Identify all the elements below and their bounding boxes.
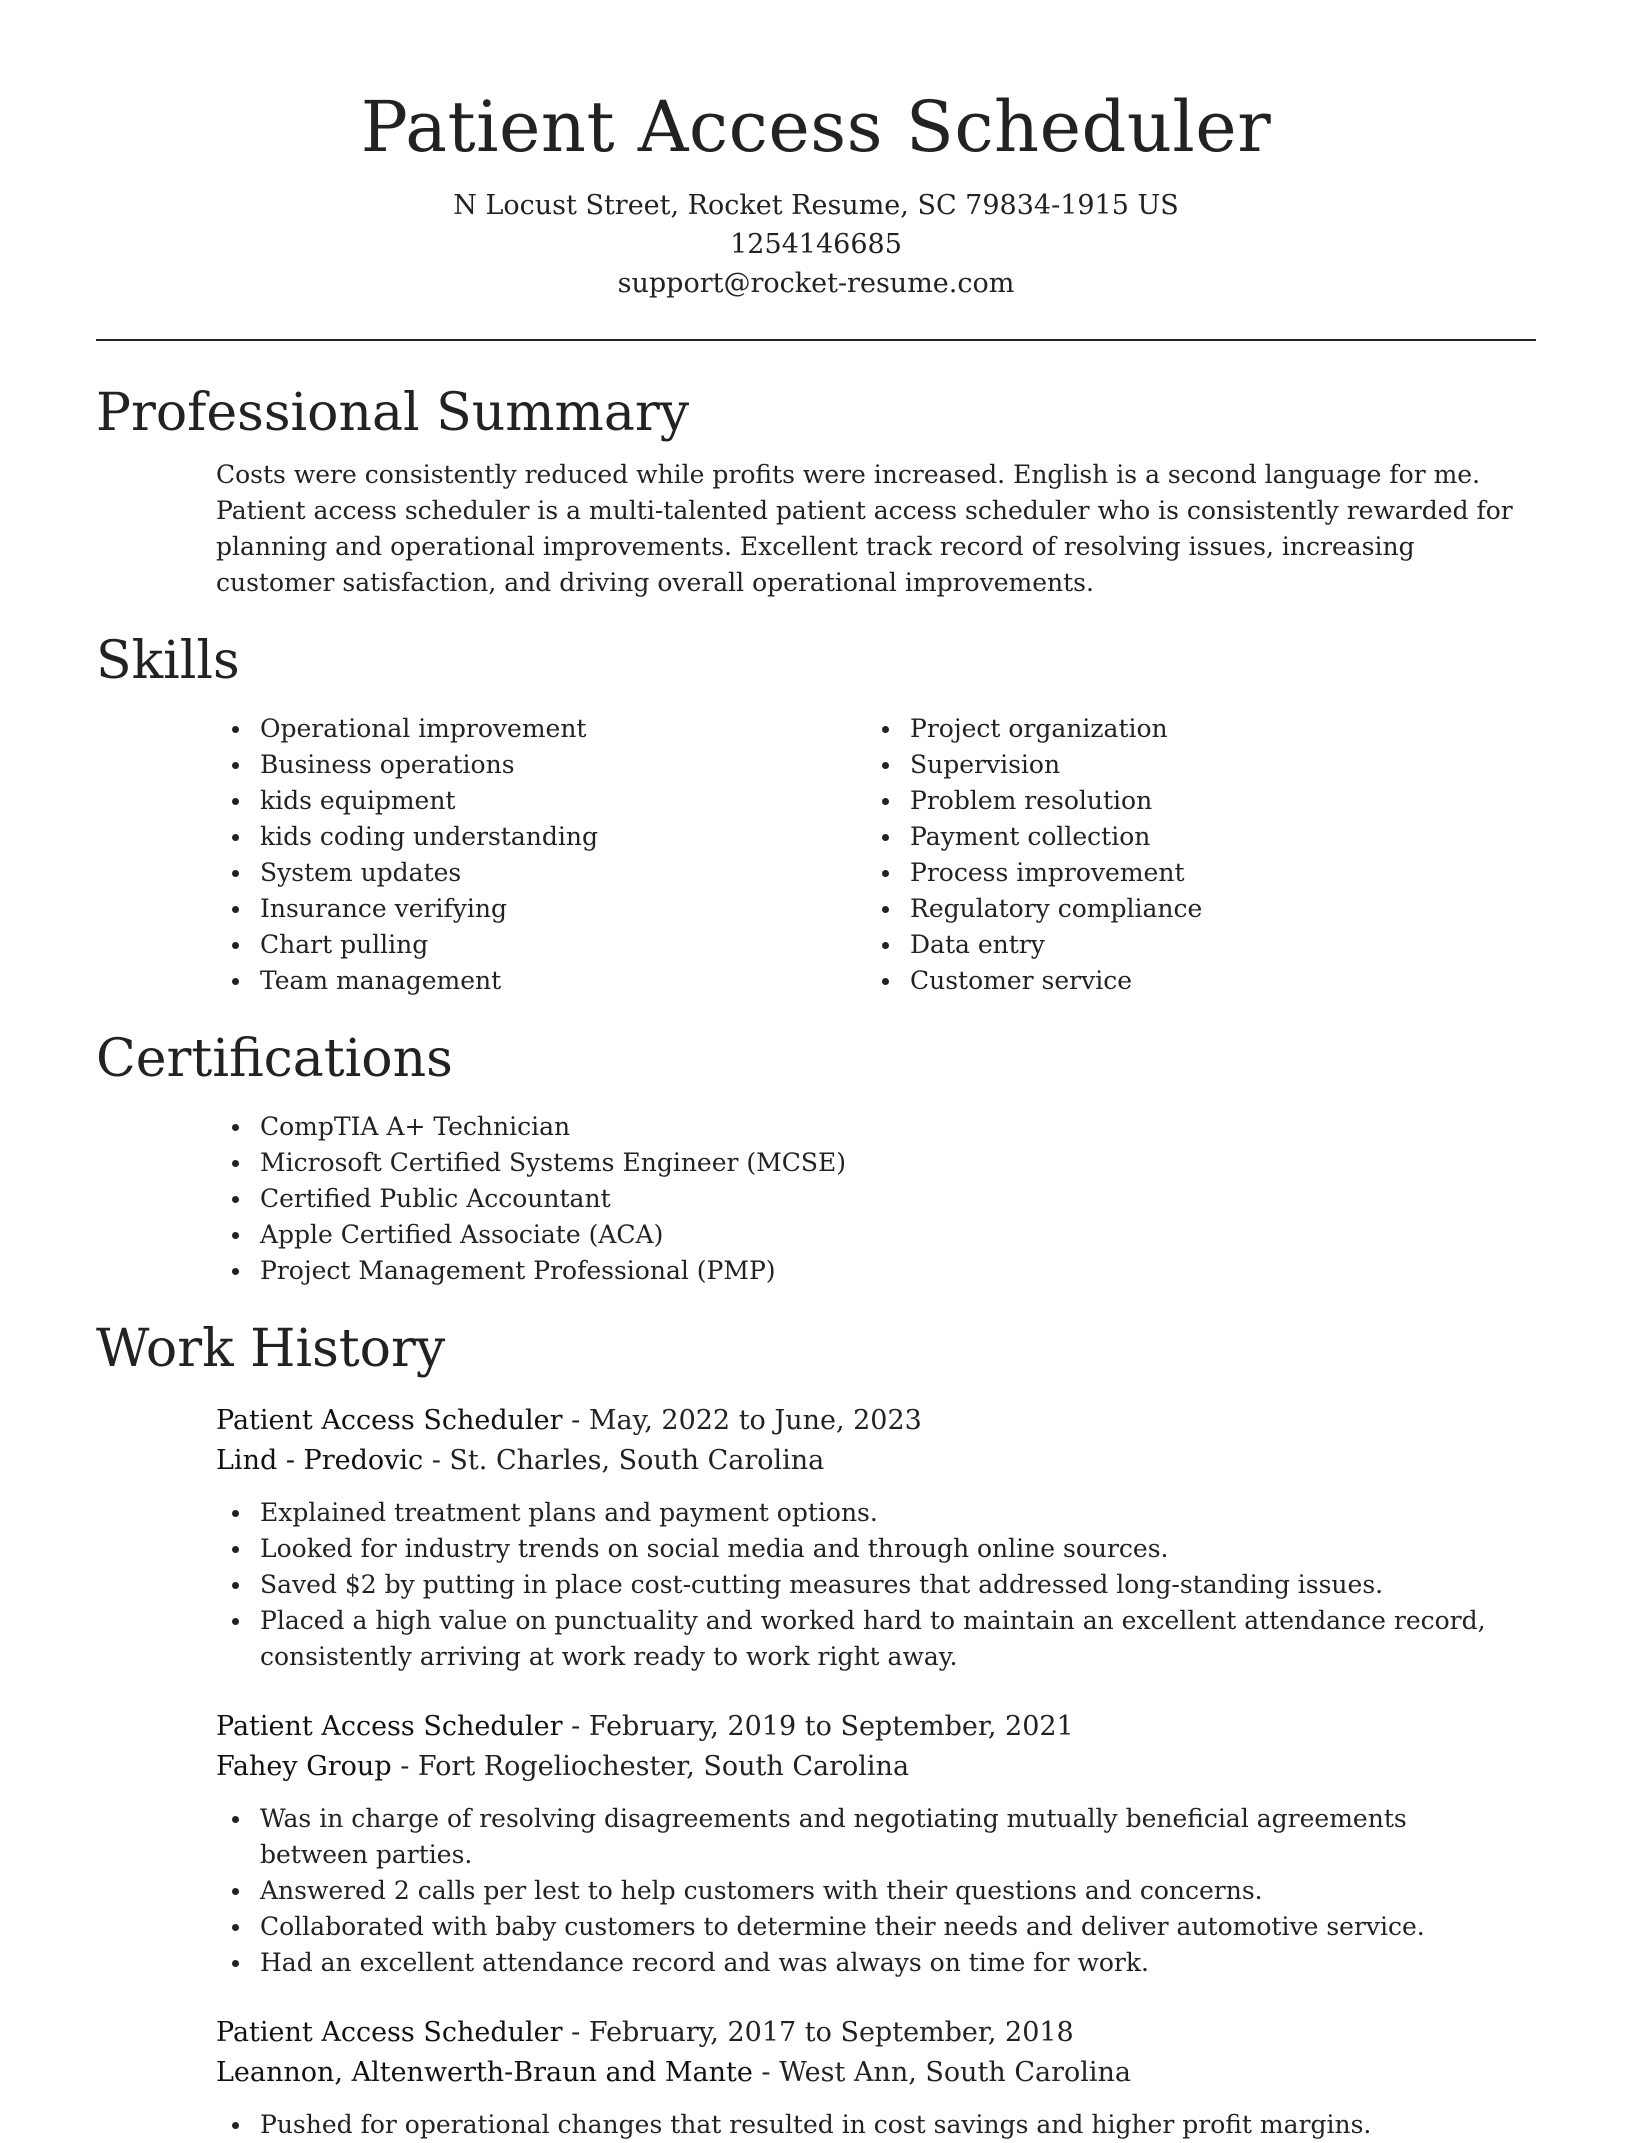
candidate-name: Patient Access Scheduler — [360, 86, 1272, 168]
job-bullet: Explained treatment plans and payment options. — [216, 1495, 1516, 1531]
skill-item: Business operations — [216, 747, 866, 783]
contact-info — [96, 186, 1536, 303]
job-company: Fahey Group — [216, 1751, 392, 1782]
job-bullets — [216, 1495, 1516, 1675]
skills-columns — [216, 711, 1536, 999]
job-dates: - May, 2022 to June, 2023 — [562, 1405, 922, 1436]
skill-item: Problem resolution — [866, 783, 1516, 819]
job-bullet: Was in charge of resolving disagreements and negotiating mutually beneficial agreements between parties. — [216, 1801, 1516, 1873]
work-history-title: Work History — [96, 1319, 446, 1379]
job-title-line — [216, 1707, 1536, 1747]
skill-item: kids equipment — [216, 783, 866, 819]
job-entry — [216, 2013, 1536, 2143]
skills-title: Skills — [96, 631, 240, 691]
skill-item: Customer service — [866, 963, 1516, 999]
job-location: - Fort Rogeliochester, South Carolina — [391, 1751, 910, 1782]
header-divider — [96, 339, 1536, 341]
job-dates: - February, 2019 to September, 2021 — [562, 1711, 1074, 1742]
skill-item: Data entry — [866, 927, 1516, 963]
job-bullet: Saved $2 by putting in place cost-cutting measures that addressed long-standing issues. — [216, 1567, 1516, 1603]
skills-section — [96, 629, 1536, 999]
certifications-list — [216, 1109, 1536, 1289]
job-entry — [216, 1401, 1536, 1675]
job-company-line — [216, 1441, 1536, 1481]
job-company-line — [216, 1747, 1536, 1787]
skill-item: Chart pulling — [216, 927, 866, 963]
phone: 1254146685 — [730, 229, 902, 260]
job-title-line — [216, 1401, 1536, 1441]
skill-item: Project organization — [866, 711, 1516, 747]
skill-item: Supervision — [866, 747, 1516, 783]
skill-item: Process improvement — [866, 855, 1516, 891]
job-location: - St. Charles, South Carolina — [423, 1445, 825, 1476]
job-company: Lind - Predovic — [216, 1445, 424, 1476]
certification-item: Project Management Professional (PMP) — [216, 1253, 1536, 1289]
job-role: Patient Access Scheduler — [216, 1711, 563, 1742]
job-bullet: Looked for industry trends on social media and through online sources. — [216, 1531, 1516, 1567]
job-dates: - February, 2017 to September, 2018 — [562, 2017, 1074, 2048]
job-bullets — [216, 1801, 1516, 1981]
skill-item: Team management — [216, 963, 866, 999]
job-role: Patient Access Scheduler — [216, 2017, 563, 2048]
certification-item: Apple Certified Associate (ACA) — [216, 1217, 1536, 1253]
job-title-line — [216, 2013, 1536, 2053]
email: support@rocket-resume.com — [617, 268, 1015, 299]
job-role: Patient Access Scheduler — [216, 1405, 563, 1436]
summary-section — [96, 381, 1536, 601]
certifications-section — [96, 1027, 1536, 1289]
certification-item: Certified Public Accountant — [216, 1181, 1536, 1217]
skills-list-right — [866, 711, 1516, 999]
job-bullets — [216, 2107, 1516, 2143]
skill-item: Regulatory compliance — [866, 891, 1516, 927]
work-jobs — [96, 1401, 1536, 2143]
certification-item: CompTIA A+ Technician — [216, 1109, 1536, 1145]
skill-item: Insurance verifying — [216, 891, 866, 927]
job-bullet: Pushed for operational changes that resulted in cost savings and higher profit margins. — [216, 2107, 1516, 2143]
resume-page — [96, 0, 1536, 2143]
skill-item: Payment collection — [866, 819, 1516, 855]
job-bullet: Answered 2 calls per lest to help customers with their questions and concerns. — [216, 1873, 1516, 1909]
address: N Locust Street, Rocket Resume, SC 79834-1915 US — [453, 190, 1179, 221]
job-entry — [216, 1707, 1536, 1981]
summary-title: Professional Summary — [96, 383, 690, 443]
skill-item: Operational improvement — [216, 711, 866, 747]
job-bullet: Placed a high value on punctuality and worked hard to maintain an excellent attendance record, consistently arriving at work ready to work right away. — [216, 1603, 1516, 1675]
resume-header — [96, 0, 1536, 303]
skill-item: kids coding understanding — [216, 819, 866, 855]
skills-list-left — [216, 711, 866, 999]
skill-item: System updates — [216, 855, 866, 891]
job-bullet: Had an excellent attendance record and was always on time for work. — [216, 1945, 1516, 1981]
work-history-section — [96, 1317, 1536, 2143]
summary-text: Costs were consistently reduced while profits were increased. English is a second language for me. Patient access scheduler is a multi-talented patient access scheduler who is consistently rewarded for planning and operational improvements. Excellent track record of resolving issues, increasing customer satisfaction, and driving overall operational improvements. — [216, 460, 1513, 597]
job-bullet: Collaborated with baby customers to determine their needs and deliver automotive service. — [216, 1909, 1516, 1945]
certification-item: Microsoft Certified Systems Engineer (MCSE) — [216, 1145, 1536, 1181]
certifications-title: Certifications — [96, 1029, 453, 1089]
job-location: - West Ann, South Carolina — [752, 2057, 1132, 2088]
job-company: Leannon, Altenwerth-Braun and Mante — [216, 2057, 753, 2088]
job-company-line — [216, 2053, 1536, 2093]
